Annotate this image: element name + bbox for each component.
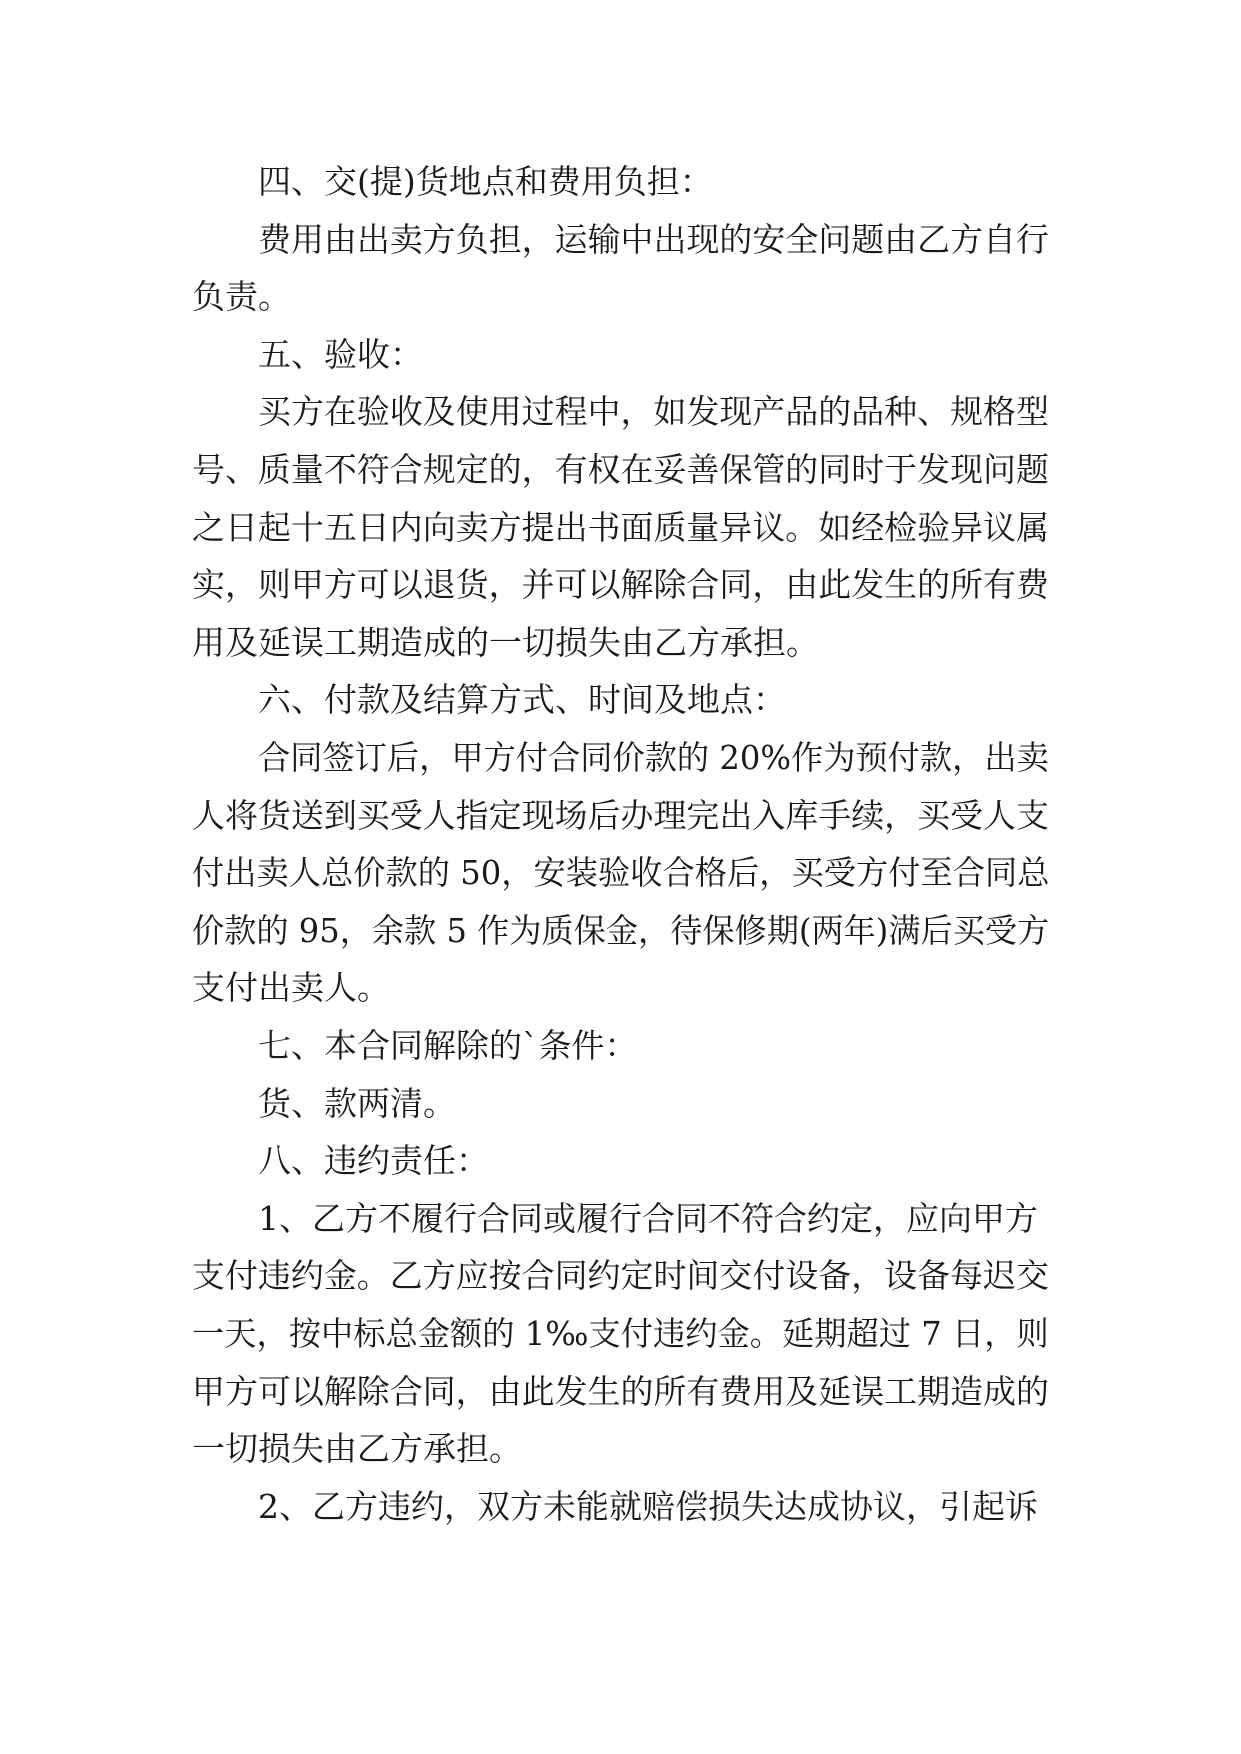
text-line: 一天，按中标总金额的 1‰支付违约金。延期超过 7 日，则 — [192, 1314, 1049, 1353]
text-line: 支付出卖人。 — [192, 968, 390, 1008]
text-line: 五、验收： — [258, 334, 423, 374]
text-line: 价款的 95，余款 5 作为质保金，待保修期(两年)满后买受方 — [192, 910, 1050, 950]
text-line: 八、违约责任： — [258, 1141, 489, 1181]
text-line: 号、质量不符合规定的，有权在妥善保管的同时于发现问题 — [192, 450, 1049, 489]
text-line: 四、交(提)货地点和费用负担： — [258, 162, 713, 201]
text-line: 七、本合同解除的`条件： — [258, 1026, 638, 1065]
text-line: 一切损失由乙方承担。 — [192, 1429, 522, 1469]
text-line: 甲方可以解除合同，由此发生的所有费用及延误工期造成的 — [192, 1371, 1049, 1411]
text-line: 人将货送到买受人指定现场后办理完出入库手续，买受人支 — [192, 795, 1049, 835]
text-line: 2、乙方违约，双方未能就赔偿损失达成协议，引起诉 — [258, 1486, 1038, 1526]
text-line: 合同签订后，甲方付合同价款的 20%作为预付款，出卖 — [258, 738, 1049, 777]
text-line: 1、乙方不履行合同或履行合同不符合约定，应向甲方 — [258, 1198, 1038, 1238]
text-line: 支付违约金。乙方应按合同约定时间交付设备，设备每迟交 — [192, 1256, 1049, 1296]
text-line: 六、付款及结算方式、时间及地点： — [258, 680, 786, 720]
text-line: 买方在验收及使用过程中，如发现产品的品种、规格型 — [258, 392, 1049, 432]
text-line: 用及延误工期造成的一切损失由乙方承担。 — [192, 622, 819, 662]
text-line: 货、款两清。 — [258, 1083, 456, 1123]
text-line: 实，则甲方可以退货，并可以解除合同，由此发生的所有费 — [192, 565, 1049, 605]
text-line: 费用由出卖方负担，运输中出现的安全问题由乙方自行 — [258, 219, 1049, 259]
text-line: 负责。 — [192, 277, 291, 317]
text-line: 之日起十五日内向卖方提出书面质量异议。如经检验异议属 — [192, 507, 1049, 547]
text-line: 付出卖人总价款的 50，安装验收合格后，买受方付至合同总 — [192, 853, 1050, 893]
